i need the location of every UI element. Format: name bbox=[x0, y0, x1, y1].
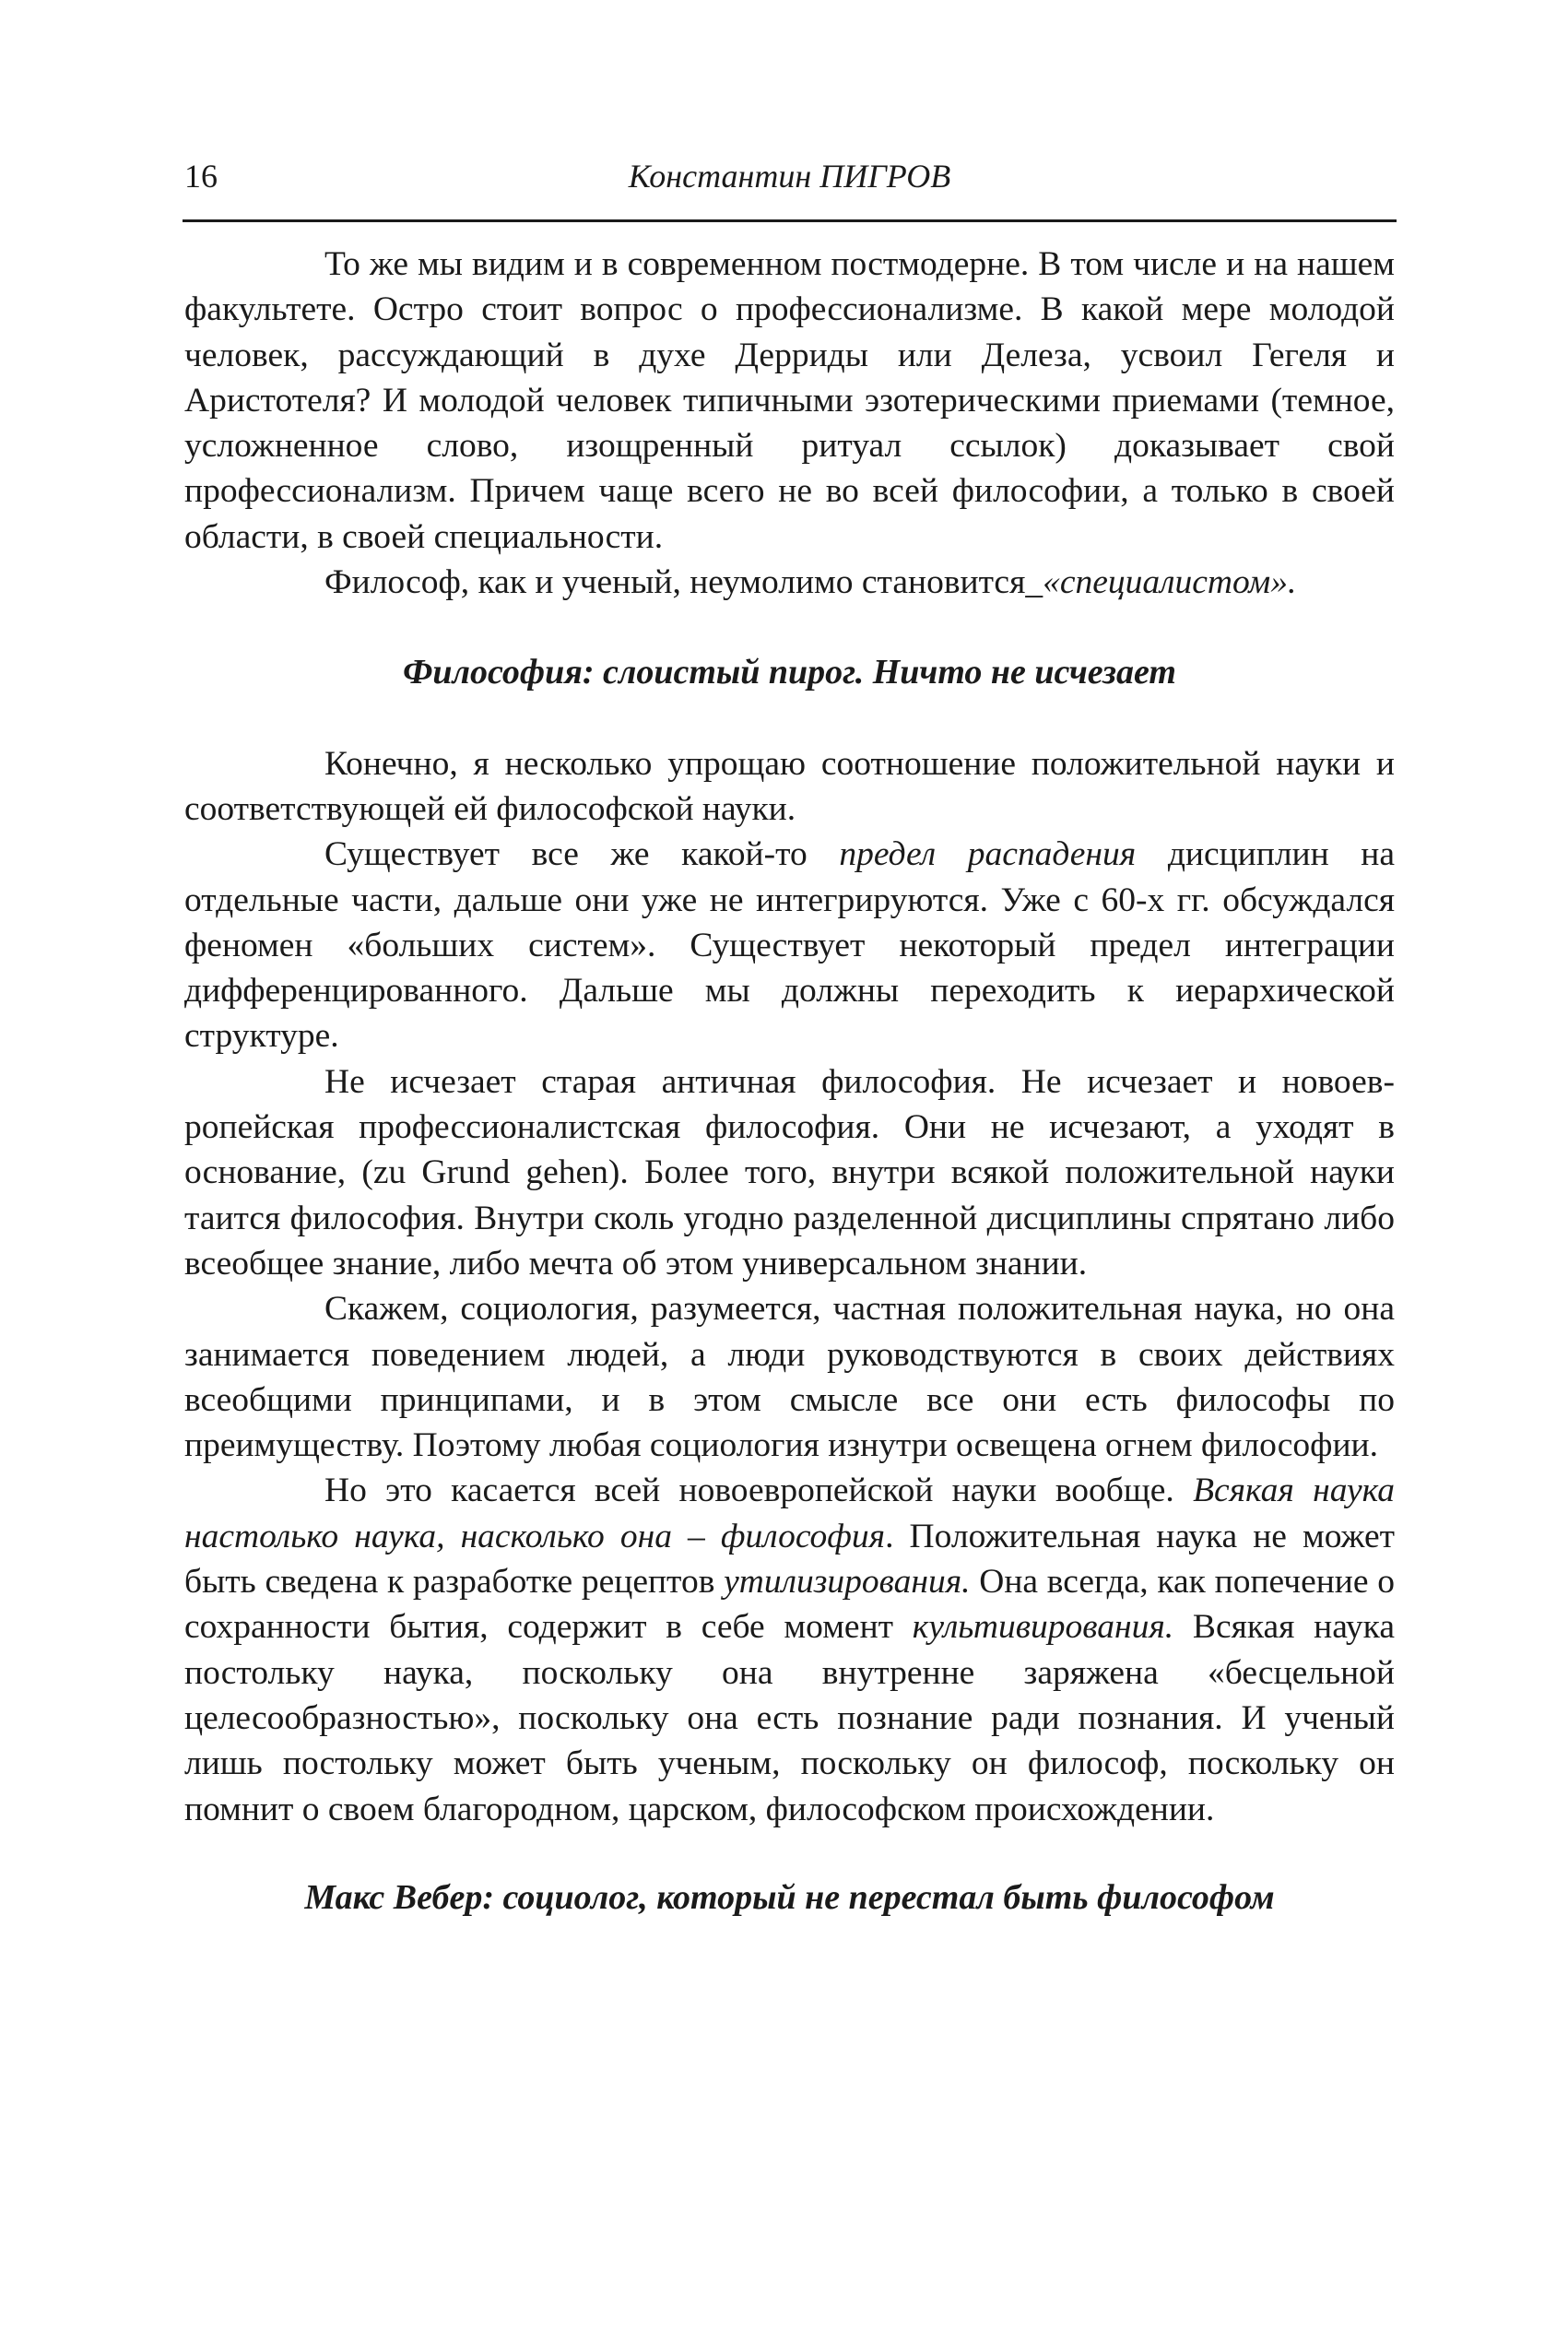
header-rule bbox=[183, 219, 1397, 222]
text-span: Но это касается всей новоевропейской науки вообще. bbox=[324, 1472, 1194, 1510]
text-span: Она всегда, как попечение о сохранности бытия, содержит в себе момент bbox=[184, 1563, 1395, 1647]
paragraph-specialist-italic: _«специалистом». bbox=[1025, 563, 1297, 602]
paragraph-specialist-text: Философ, как и ученый, неумолимо становится bbox=[324, 563, 1026, 602]
running-header bbox=[184, 153, 1395, 199]
text-span: . Положительная наука не может быть сведена к разработке рецептов bbox=[184, 1517, 1396, 1602]
paragraph-sociology: Скажем, социология, разумеется, частная положительная наука, но она занимается поведением людей, а люди руководствуются в своих действиях всеобщими принципами, и в этом смысле все они есть философы по преимуществу. Поэтому любая социология изнутри освещена огнем философии. bbox=[184, 1290, 1395, 1465]
emphasis-science: Всякая наука настолько наука, насколько она – философия bbox=[184, 1472, 1395, 1555]
emphasis-limit: предел распадения bbox=[839, 835, 1137, 874]
section-heading-weber: Макс Вебер: социолог, который не перестал быть философом bbox=[304, 1877, 1275, 1917]
emphasis-cultivation: культивирования. bbox=[912, 1608, 1174, 1647]
paragraph-postmodern: То же мы видим и в современном постмодерне. В том числе и на нашем факультете. Остро стоит вопрос о профессионализме. В какой мере молодой человек, рассуждающий в духе Дерриды или Делеза, усвоил Гегеля и Аристотеля? И молодой человек типичными эзотерическими приемами (темное, усложненное слово, изощренный ритуал ссылок) доказывает свой профессионализм. Причем чаще всего не во всей философии, а только в своей области, в своей специальности. bbox=[184, 245, 1395, 556]
running-title: Константин ПИГРОВ bbox=[628, 158, 951, 195]
section-heading-layer-cake: Философия: слоистый пирог. Ничто не исчезает bbox=[403, 653, 1176, 692]
paragraph-simplification: Конечно, я несколько упрощаю соотношение положительной науки и соответствующей ей философской науки. bbox=[184, 744, 1395, 828]
paragraph-science-philosophy bbox=[184, 1468, 1395, 1831]
text-span: Существует все же какой-то bbox=[324, 835, 840, 874]
paragraph-nothing-disappears: Не исчезает старая античная философия. Не исчезает и новоевропейская профессионалистская философия. Они не исчезают, а уходят в основание, (zu Grund gehen). Более того, внутри всякой положительной науки таится философия. Внутри сколь угодно разделенной дисциплины спрятано либо всеобщее знание, либо мечта об этом универсальном знании. bbox=[184, 1062, 1395, 1283]
text-span: дисциплин на отдельные части, дальше они уже не интегрируются. Уже с 60-х гг. обсуждался феномен «больших систем». Существует некоторый предел интеграции дифференцированного. Дальше мы должны переходить к иерархической структуре. bbox=[184, 835, 1396, 1056]
paragraph-specialist bbox=[184, 560, 1395, 605]
page-number: 16 bbox=[184, 158, 218, 195]
paragraph-disintegration-limit bbox=[184, 832, 1395, 1058]
emphasis-utilization: утилизирования. bbox=[724, 1563, 971, 1602]
page-body bbox=[184, 242, 1395, 1921]
text-span: Всякая наука постольку наука, поскольку она внутренне заряжена «бесцельной целесообразностью», поскольку она есть познание ради познания. И ученый лишь постольку может быть ученым, поскольку он философ, поскольку он помнит о своем благородном, царском, философском происхождении. bbox=[184, 1608, 1395, 1828]
